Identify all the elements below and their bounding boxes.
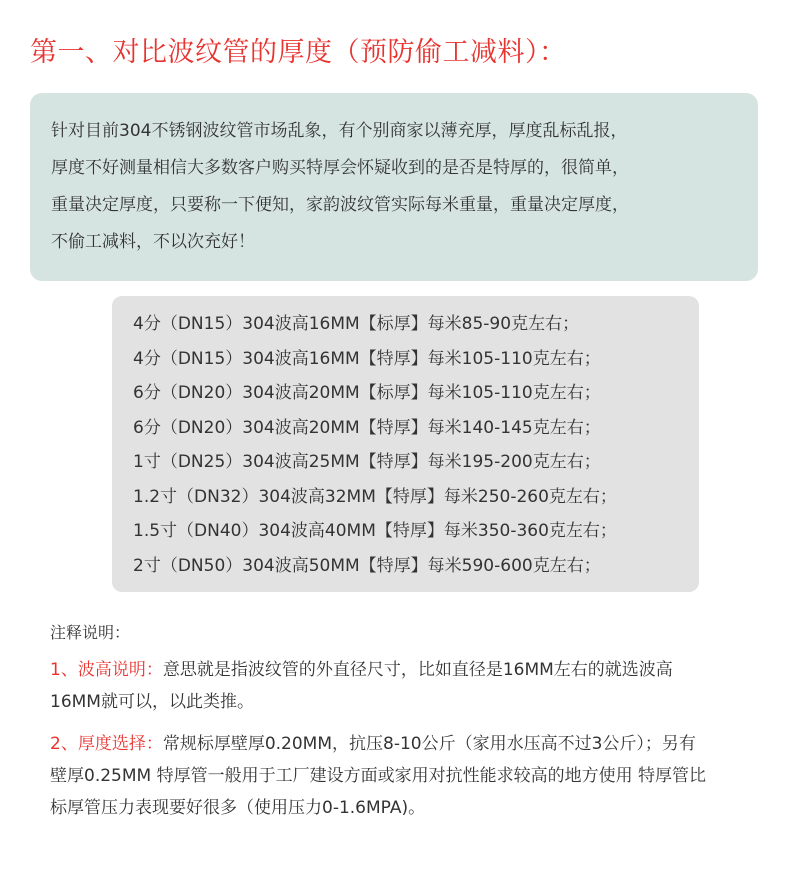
intro-line: 厚度不好测量相信大多数客户购买特厚会怀疑收到的是否是特厚的，很简单， [51,158,629,178]
spec-list-panel [112,296,699,592]
notes-section [50,620,750,824]
note-wave-height-label: 1、波高说明： [50,660,163,680]
spec-item: 1寸（DN25）304波高25MM【特厚】每米195-200克左右； [133,452,601,472]
note-thickness-label: 2、厚度选择： [50,734,163,754]
spec-item: 6分（DN20）304波高20MM【标厚】每米105-110克左右； [133,383,601,403]
note-wave-height [50,654,710,718]
spec-item: 1.5寸（DN40）304波高40MM【特厚】每米350-360克左右； [133,521,617,541]
note-thickness-text: 常规标厚壁厚0.20MM，抗压8-10公斤（家用水压高不过3公斤）；另有壁厚0.25MM 特厚管一般用于工厂建设方面或家用对抗性能求较高的地方使用 特厚管比标厚管压力表现要好很多（使用压力0-1.6MPA)。 [50,734,706,818]
spec-item: 1.2寸（DN32）304波高32MM【特厚】每米250-260克左右； [133,486,617,507]
notes-title: 注释说明： [50,623,131,642]
spec-item: 4分（DN15）304波高16MM【标厚】每米85-90克左右； [133,314,580,334]
note-wave-height-text: 意思就是指波纹管的外直径尺寸，比如直径是16MM左右的就选波高16MM就可以，以此类推。 [50,660,673,712]
intro-line: 针对目前304不锈钢波纹管市场乱象，有个别商家以薄充厚，厚度乱标乱报， [51,121,628,141]
spec-item: 2寸（DN50）304波高50MM【特厚】每米590-600克左右； [133,555,601,576]
note-thickness [50,728,710,824]
spec-item: 6分（DN20）304波高20MM【特厚】每米140-145克左右； [133,417,601,438]
intro-line: 重量决定厚度，只要称一下便知，家韵波纹管实际每米重量，重量决定厚度， [51,195,629,215]
intro-line: 不偷工减料，不以次充好！ [51,232,255,252]
page-title: 第一、对比波纹管的厚度（预防偷工减料）： [30,37,567,68]
spec-item: 4分（DN15）304波高16MM【特厚】每米105-110克左右； [133,348,601,369]
intro-panel [30,93,758,281]
